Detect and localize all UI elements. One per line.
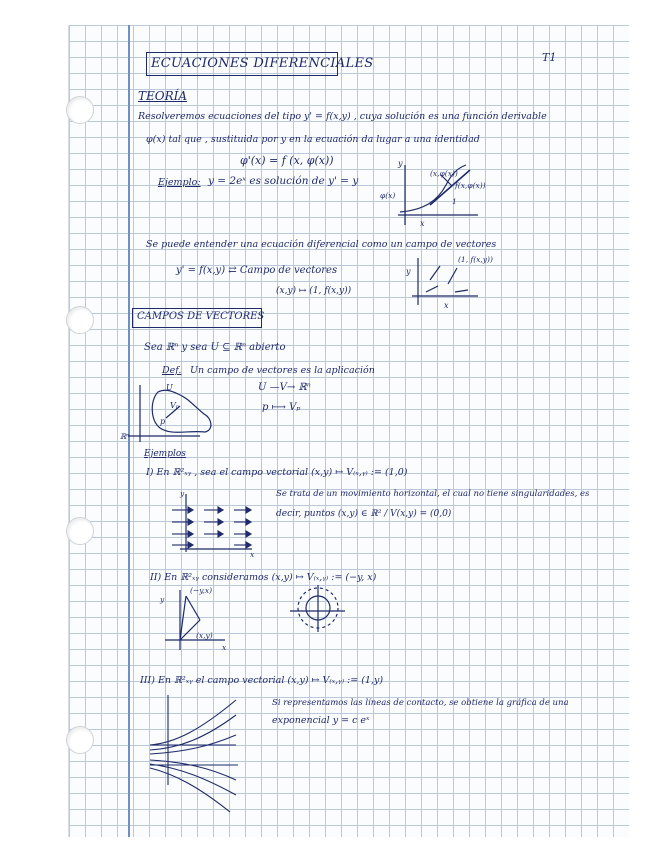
ex2-label-top: (−y,x) xyxy=(190,586,212,595)
sketch-u: U xyxy=(166,383,173,392)
ex3-title: III) En ℝ²ₓᵧ el campo vectorial (x,y) ↦ V₍ₓ,ᵧ₎ := (1,y) xyxy=(140,675,384,686)
graph2-axis-x: x xyxy=(444,301,449,310)
page-number: T1 xyxy=(542,51,557,64)
graph1-label-top: (x,φ(x)) xyxy=(430,169,458,178)
campo-intro: Se puede entender una ecuación diferencial como un campo de vectores xyxy=(146,239,497,250)
teoria-line-2: φ(x) tal que , sustituida por y en la ecuación da lugar a una identidad xyxy=(146,134,480,145)
graph1-axis-x: x xyxy=(420,219,425,228)
graph2-label: (1, f(x,y)) xyxy=(458,255,493,264)
ex1-title: I) En ℝ²ₓᵧ , sea el campo vectorial (x,y) ↦ V₍ₓ,ᵧ₎ := (1,0) xyxy=(146,467,408,478)
def-text: Un campo de vectores es la aplicación xyxy=(190,365,375,376)
graph1-axis-y: y xyxy=(398,159,403,168)
page-title: ECUACIONES DIFERENCIALES xyxy=(151,56,374,71)
def-map-2: p ⟼ Vₚ xyxy=(262,402,301,413)
ex1-axis-y: y xyxy=(180,489,185,498)
ex2-axis-x: x xyxy=(222,643,227,652)
sketch-rn: ℝⁿ xyxy=(120,432,130,441)
graph1-label-one: 1 xyxy=(452,197,457,206)
section-teoria: TEORÍA xyxy=(138,89,188,103)
sea-text: Sea ℝⁿ y sea U ⊆ ℝⁿ abierto xyxy=(144,342,286,353)
def-map-1: U —V→ ℝⁿ xyxy=(258,382,311,393)
ex1-desc-2: decir, puntos (x,y) ∈ ℝ² / V(x,y) = (0,0) xyxy=(276,509,452,519)
graph1-label-right: f(x,φ(x)) xyxy=(455,181,486,190)
graph1-label-left: φ(x) xyxy=(380,191,396,200)
teoria-formula: φ'(x) = f (x, φ(x)) xyxy=(240,154,334,167)
ex1-axis-x: x xyxy=(250,550,255,559)
graph2-axis-y: y xyxy=(406,267,411,276)
ex2-label-mid: (x,y) xyxy=(196,631,213,640)
campo-formula-2: (x,y) ↦ (1, f(x,y)) xyxy=(276,286,352,296)
sketch-p: p xyxy=(160,417,166,426)
ex2-title: II) En ℝ²ₓᵧ consideramos (x,y) ↦ V₍ₓ,ᵧ₎ := (−y, x) xyxy=(150,572,377,583)
ex1-desc-1: Se trata de un movimiento horizontal, el cual no tiene singularidades, es xyxy=(276,489,590,499)
campo-formula-1: y' = f(x,y) ⇄ Campo de vectores xyxy=(176,265,338,276)
sketch-vp: Vₚ xyxy=(170,401,179,410)
ex3-desc-2: exponencial y = c eˣ xyxy=(272,715,370,726)
ex3-desc-1: Si representamos las líneas de contacto, se obtiene la gráfica de una xyxy=(272,698,569,708)
ejemplos-label: Ejemplos xyxy=(144,449,186,459)
ejemplo-label: Ejemplo: xyxy=(158,177,201,188)
section-campos: CAMPOS DE VECTORES xyxy=(137,311,265,322)
ex2-axis-y: y xyxy=(160,595,165,604)
teoria-line-1: Resolveremos ecuaciones del tipo y' = f(x,y) , cuya solución es una función derivable xyxy=(138,111,547,122)
def-label: Def. xyxy=(162,365,182,376)
ejemplo-text: y = 2eˣ es solución de y' = y xyxy=(208,175,359,187)
